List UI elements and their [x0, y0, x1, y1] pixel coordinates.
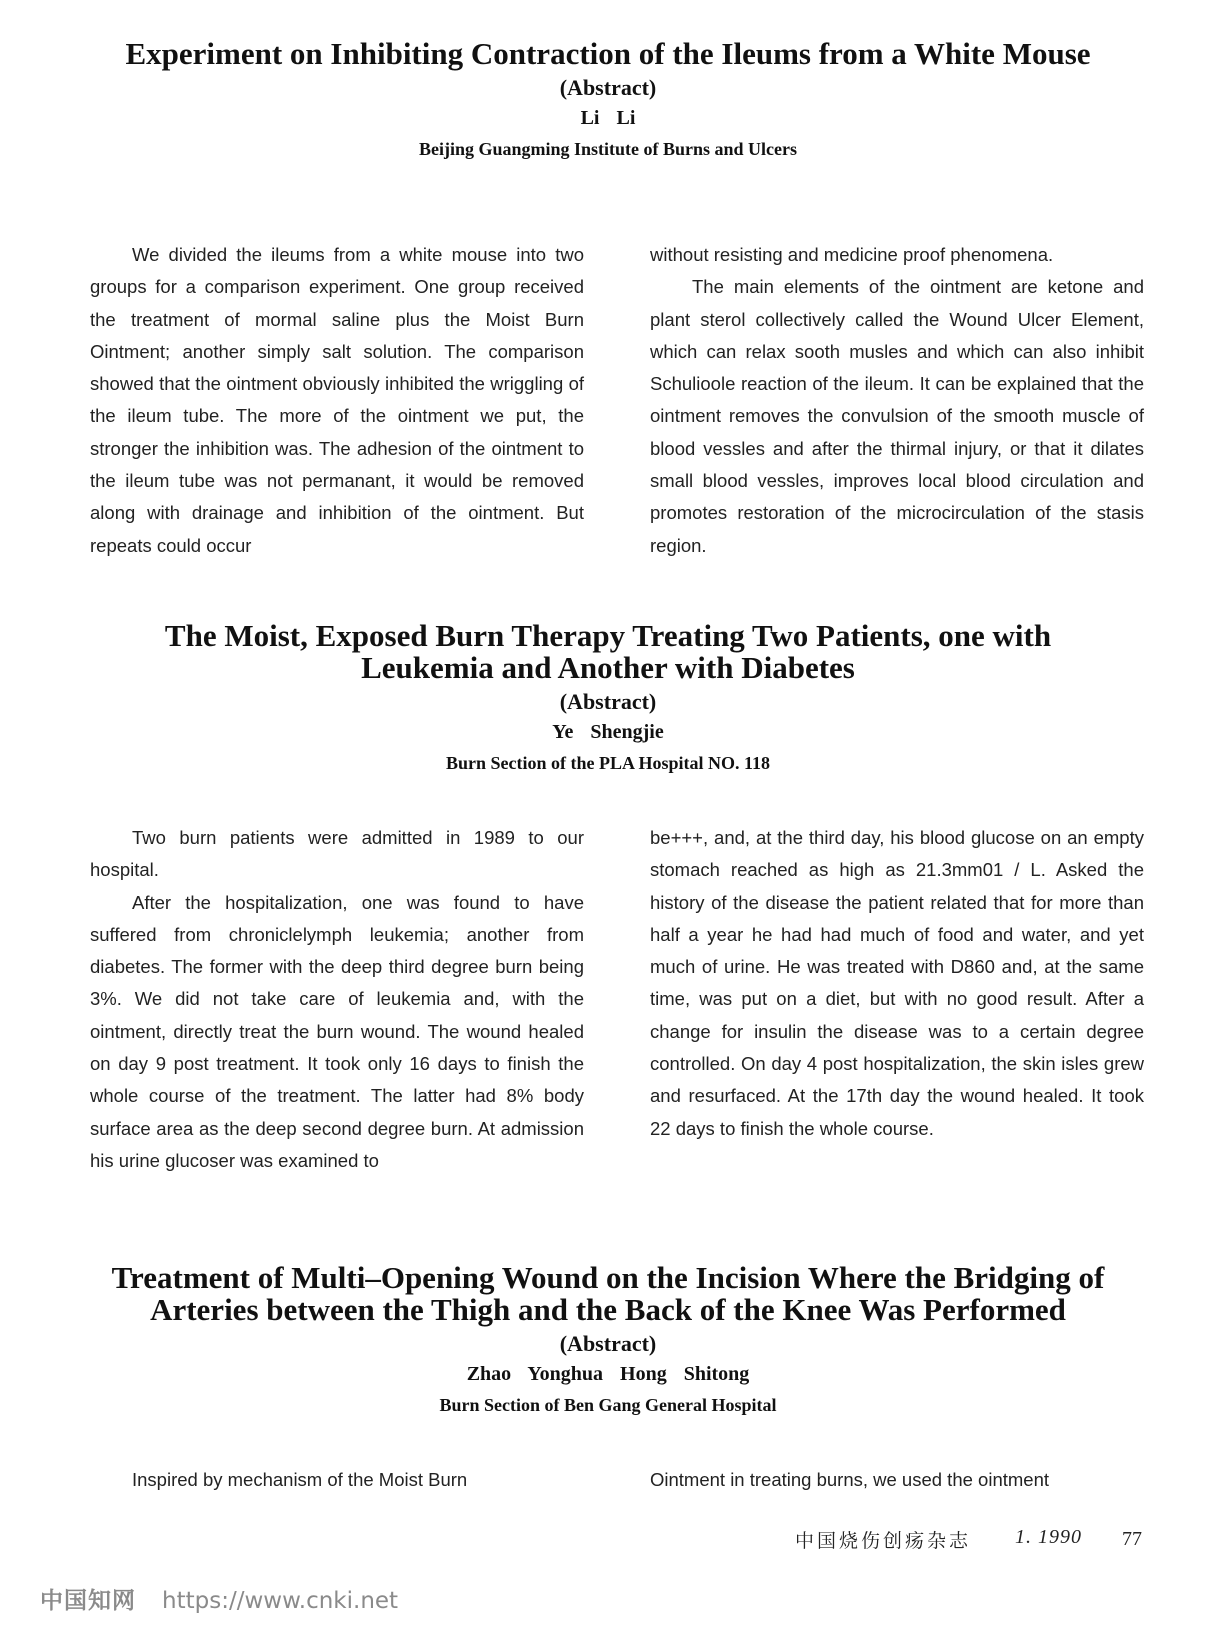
article-authors: Zhao Yonghua Hong Shitong	[466, 1363, 750, 1385]
paragraph: Inspired by mechanism of the Moist Burn	[132, 1469, 468, 1490]
article-3-right-column	[650, 1464, 1144, 1496]
article-2	[0, 620, 1216, 778]
article-authors: Ye Shengjie	[552, 721, 664, 743]
page-number: 77	[1122, 1528, 1142, 1550]
article-2-left-column	[90, 822, 584, 1177]
article-1-right-column	[650, 239, 1144, 562]
journal-issue: 1. 1990	[1015, 1526, 1082, 1548]
article-3-left-column	[90, 1464, 584, 1496]
article-title: The Moist, Exposed Burn Therapy Treating Two Patients, one with Leukemia and Another with Diabetes	[164, 618, 1052, 685]
abstract-label: (Abstract)	[559, 1331, 657, 1356]
cnki-url: https://www.cnki.net	[162, 1588, 399, 1614]
abstract-label: (Abstract)	[559, 75, 657, 100]
paragraph: Two burn patients were admitted in 1989 to our hospital.	[90, 827, 584, 881]
article-3	[0, 1262, 1216, 1420]
article-1	[0, 38, 1216, 164]
watermark	[40, 1582, 398, 1615]
paragraph: We divided the ileums from a white mouse into two groups for a comparison experiment. One group received the treatment of mormal saline plus the Moist Burn Ointment; another simply salt solution. The comparison showed that the ointment obviously inhibited the wriggling of the ileum tube. The more of the ointment we put, the stronger the inhibition was. The adhesion of the ointment to the ileum tube was not permanant, it would be removed along with drainage and inhibition of the ointment. But repeats could occur	[90, 244, 584, 556]
article-affiliation: Burn Section of the PLA Hospital NO. 118	[445, 753, 771, 773]
paragraph: After the hospitalization, one was found to have suffered from chroniclelymph leukemia; another from diabetes. The former with the deep third degree burn being 3%. We did not take care of leukemia and, with the ointment, directly treat the burn wound. The wound healed on day 9 post treatment. It took only 16 days to finish the whole course of the treatment. The latter had 8% body surface area as the deep second degree burn. At admission his urine glucoser was examined to	[90, 891, 584, 1171]
journal-name: 中国烧伤创疡杂志	[795, 1530, 972, 1552]
paragraph: The main elements of the ointment are ketone and plant sterol collectively called the Wound Ulcer Element, which can relax sooth musles and which can also inhibit Schulioole reaction of the ileum. It can be explained that the ointment removes the convulsion of the smooth muscle of blood vessles and after the thirmal injury, or that it dilates small blood vessles, improves local blood circulation and promotes restoration of the microcirculation of the stasis region.	[650, 276, 1144, 556]
paragraph: be+++, and, at the third day, his blood glucose on an empty stomach reached as high as 21.3mm01 / L. Asked the history of the disease the patient related that for more than half a year he had had much of food and water, and yet much of urine. He was treated with D860 and, at the same time, was put on a diet, but with no good result. After a change for insulin the disease was to a certain degree controlled. On day 4 post hospitalization, the skin isles grew and resurfaced. At the 17th day the wound healed. It took 22 days to finish the whole course.	[650, 827, 1144, 1139]
article-2-right-column	[650, 822, 1144, 1145]
article-authors: Li Li	[580, 107, 636, 129]
paragraph: Ointment in treating burns, we used the ointment	[650, 1469, 1049, 1490]
article-affiliation: Beijing Guangming Institute of Burns and Ulcers	[418, 139, 798, 159]
article-title: Treatment of Multi–Opening Wound on the Incision Where the Bridging of Arteries between the Thigh and the Back of the Knee Was Performed	[111, 1260, 1105, 1327]
article-affiliation: Burn Section of Ben Gang General Hospital	[439, 1395, 777, 1415]
paragraph: without resisting and medicine proof phenomena.	[650, 244, 1054, 265]
cnki-logo: 中国知网	[40, 1588, 136, 1614]
article-1-left-column	[90, 239, 584, 562]
abstract-label: (Abstract)	[559, 689, 657, 714]
article-title: Experiment on Inhibiting Contraction of the Ileums from a White Mouse	[125, 36, 1091, 71]
